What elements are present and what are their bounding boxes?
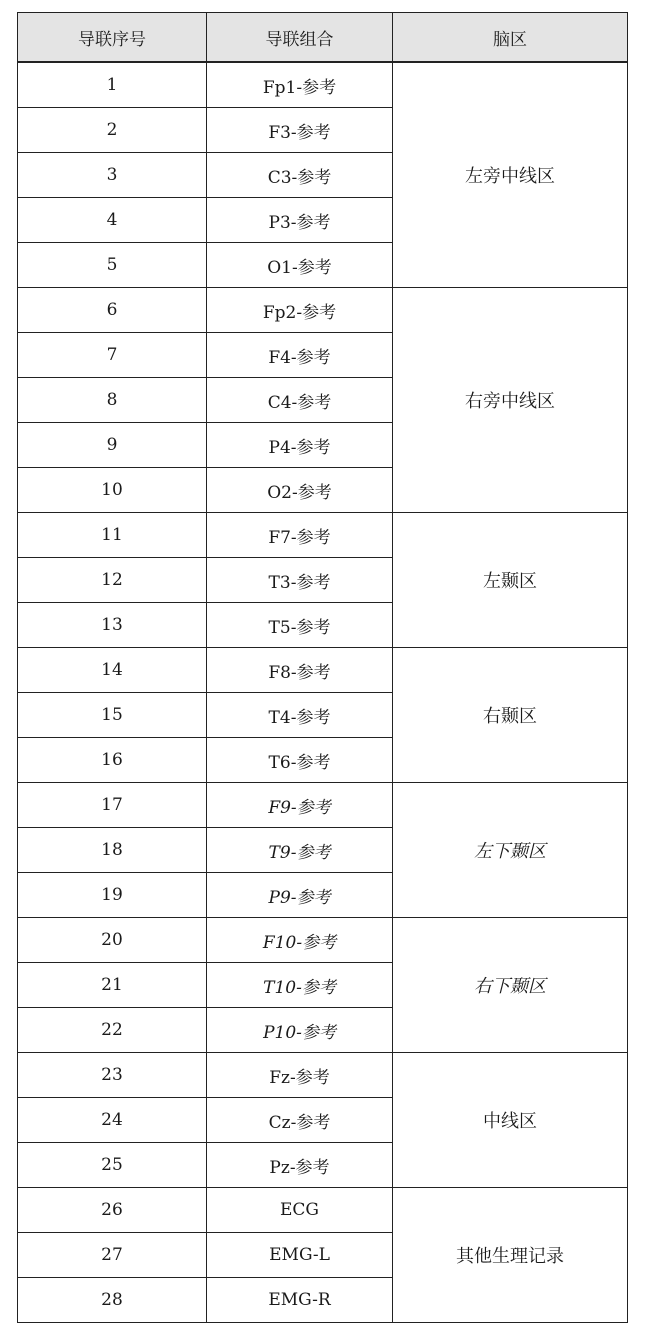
- lead-combination: Fp2-参考: [207, 288, 393, 333]
- header-brain-region: 脑区: [393, 13, 628, 63]
- lead-combination: Cz-参考: [207, 1098, 393, 1143]
- header-lead-combination: 导联组合: [207, 13, 393, 63]
- lead-number: 15: [18, 693, 207, 738]
- lead-combination: T5-参考: [207, 603, 393, 648]
- lead-combination: C3-参考: [207, 153, 393, 198]
- table-row: [18, 783, 628, 828]
- lead-combination: O1-参考: [207, 243, 393, 288]
- lead-combination: C4-参考: [207, 378, 393, 423]
- brain-region: 右旁中线区: [393, 288, 628, 513]
- table-row: [18, 1188, 628, 1233]
- table-row: [18, 648, 628, 693]
- brain-region: 右颞区: [393, 648, 628, 783]
- lead-number: 20: [18, 918, 207, 963]
- lead-number: 28: [18, 1278, 207, 1323]
- lead-number: 1: [18, 62, 207, 108]
- lead-number: 5: [18, 243, 207, 288]
- lead-combination: T10-参考: [207, 963, 393, 1008]
- lead-number: 10: [18, 468, 207, 513]
- lead-combination: F8-参考: [207, 648, 393, 693]
- lead-number: 13: [18, 603, 207, 648]
- lead-number: 7: [18, 333, 207, 378]
- lead-combination: P3-参考: [207, 198, 393, 243]
- lead-number: 19: [18, 873, 207, 918]
- lead-number: 25: [18, 1143, 207, 1188]
- table-row: [18, 513, 628, 558]
- lead-combination: P4-参考: [207, 423, 393, 468]
- brain-region: 左旁中线区: [393, 62, 628, 288]
- lead-combination: Pz-参考: [207, 1143, 393, 1188]
- lead-combination: T6-参考: [207, 738, 393, 783]
- lead-number: 9: [18, 423, 207, 468]
- lead-number: 14: [18, 648, 207, 693]
- brain-region: 左颞区: [393, 513, 628, 648]
- lead-number: 26: [18, 1188, 207, 1233]
- lead-number: 21: [18, 963, 207, 1008]
- table-row: [18, 288, 628, 333]
- lead-number: 8: [18, 378, 207, 423]
- lead-combination: F7-参考: [207, 513, 393, 558]
- lead-combination: Fp1-参考: [207, 62, 393, 108]
- lead-number: 16: [18, 738, 207, 783]
- lead-combination: F4-参考: [207, 333, 393, 378]
- lead-number: 22: [18, 1008, 207, 1053]
- lead-number: 27: [18, 1233, 207, 1278]
- lead-combination: O2-参考: [207, 468, 393, 513]
- lead-number: 11: [18, 513, 207, 558]
- lead-combination: EMG-R: [207, 1278, 393, 1323]
- lead-number: 17: [18, 783, 207, 828]
- lead-number: 3: [18, 153, 207, 198]
- header-row: [18, 13, 628, 63]
- lead-number: 6: [18, 288, 207, 333]
- table-row: [18, 1053, 628, 1098]
- brain-region: 左下颞区: [393, 783, 628, 918]
- lead-number: 23: [18, 1053, 207, 1098]
- lead-combination: T4-参考: [207, 693, 393, 738]
- lead-combination: T9-参考: [207, 828, 393, 873]
- lead-combination: P9-参考: [207, 873, 393, 918]
- lead-number: 12: [18, 558, 207, 603]
- brain-region: 其他生理记录: [393, 1188, 628, 1323]
- table-row: [18, 918, 628, 963]
- lead-number: 18: [18, 828, 207, 873]
- brain-region: 中线区: [393, 1053, 628, 1188]
- lead-combination: ECG: [207, 1188, 393, 1233]
- lead-table: [17, 12, 628, 1323]
- lead-number: 24: [18, 1098, 207, 1143]
- lead-number: 2: [18, 108, 207, 153]
- lead-combination: F3-参考: [207, 108, 393, 153]
- table-row: [18, 62, 628, 108]
- brain-region: 右下颞区: [393, 918, 628, 1053]
- lead-combination: F9-参考: [207, 783, 393, 828]
- lead-combination: EMG-L: [207, 1233, 393, 1278]
- lead-combination: F10-参考: [207, 918, 393, 963]
- lead-combination: Fz-参考: [207, 1053, 393, 1098]
- lead-number: 4: [18, 198, 207, 243]
- header-lead-number: 导联序号: [18, 13, 207, 63]
- lead-combination: P10-参考: [207, 1008, 393, 1053]
- lead-combination: T3-参考: [207, 558, 393, 603]
